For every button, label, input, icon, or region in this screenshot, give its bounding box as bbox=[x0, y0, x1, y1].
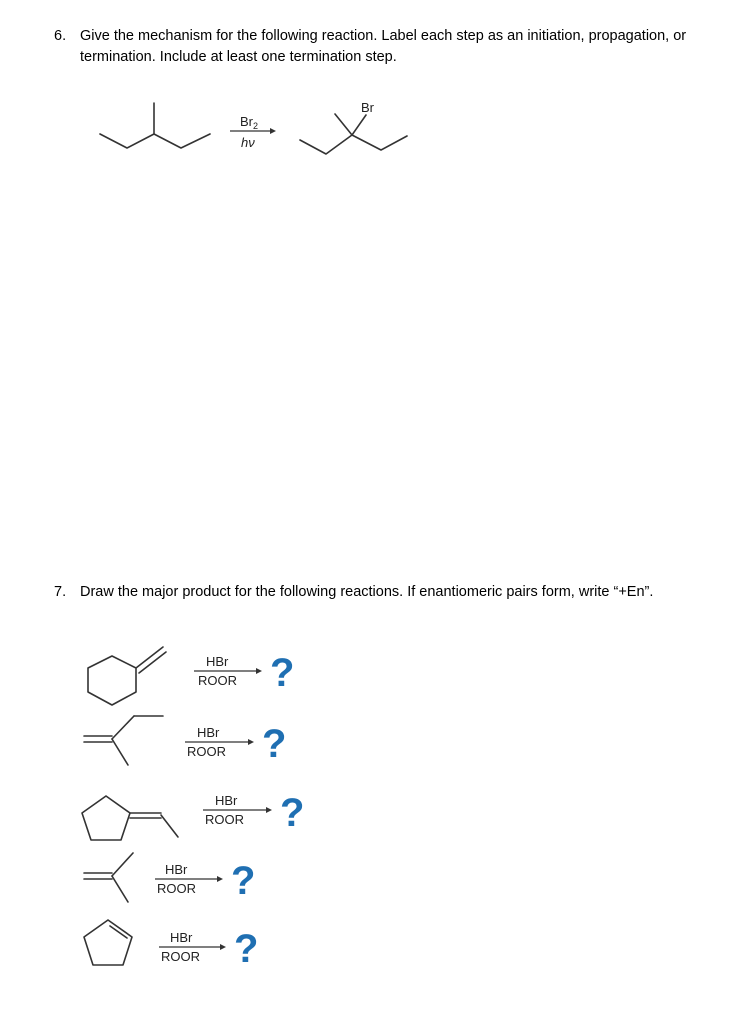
q7-r4-bond-down bbox=[112, 876, 128, 902]
q7-r2-bond-up bbox=[112, 716, 134, 739]
q6-product-skeleton bbox=[300, 135, 407, 154]
q7-text: Draw the major product for the following reactions. If enantiomeric pairs form, write “+En”. bbox=[80, 584, 654, 600]
q7-r3-methyl bbox=[161, 815, 178, 837]
q7-r2-reagent-bottom: ROOR bbox=[187, 744, 226, 759]
q6-reaction bbox=[100, 100, 407, 154]
q6-product-c-br-bond bbox=[352, 115, 366, 135]
q7-r3-cyclopentane bbox=[82, 796, 130, 840]
q7-r1-reagent-bottom: ROOR bbox=[198, 673, 237, 688]
q7-reaction-3 bbox=[82, 791, 304, 840]
q7-reaction-5 bbox=[84, 920, 258, 971]
q6-text-line1: Give the mechanism for the following reaction. Label each step as an initiation, propagation, or bbox=[80, 28, 687, 44]
q7-r2-reagent-top: HBr bbox=[197, 725, 220, 740]
q7-r4-reagent-bottom: ROOR bbox=[157, 881, 196, 896]
q7-r5-question-mark: ? bbox=[234, 927, 259, 971]
q7-r5-arrow-head bbox=[220, 944, 226, 950]
q7-r3-arrow-head bbox=[266, 807, 272, 813]
q7-number: 7. bbox=[54, 584, 67, 600]
q7-r4-question-mark: ? bbox=[231, 859, 256, 903]
q7-r3-reagent-top: HBr bbox=[215, 793, 238, 808]
q6-product-br: Br bbox=[361, 100, 374, 115]
q7-r3-reagent-bottom: ROOR bbox=[205, 812, 244, 827]
q6-reagent-top: $Br_2$ bbox=[240, 114, 259, 131]
q6-product-methyl bbox=[335, 114, 352, 135]
q7-r4-arrow-head bbox=[217, 876, 223, 882]
q7-r2-arrow-head bbox=[248, 739, 254, 745]
q6-reagent-bottom: hν bbox=[241, 135, 255, 150]
q7-r5-reagent-bottom: ROOR bbox=[161, 949, 200, 964]
q6-number: 6. bbox=[54, 28, 67, 44]
q6-text-line2: termination. Include at least one termination step. bbox=[80, 49, 397, 65]
q6-arrow-head bbox=[270, 128, 276, 134]
q7-r1-cyclohexane bbox=[88, 656, 136, 705]
q7-r4-bond-up bbox=[112, 853, 133, 876]
q7-reaction-4 bbox=[84, 853, 255, 903]
q7-r5-cyclopentene bbox=[84, 920, 132, 965]
q7-r1-arrow-head bbox=[256, 668, 262, 674]
q7-r4-reagent-top: HBr bbox=[165, 862, 188, 877]
q7-reaction-2 bbox=[84, 716, 286, 766]
q7-r1-question-mark: ? bbox=[270, 651, 295, 695]
q7-r2-question-mark: ? bbox=[262, 722, 287, 766]
q7-reaction-1 bbox=[88, 647, 294, 705]
q6-reactant-skeleton bbox=[100, 134, 210, 148]
q7-r1-reagent-top: HBr bbox=[206, 654, 229, 669]
q7-r5-reagent-top: HBr bbox=[170, 930, 193, 945]
q7-r2-bond-down bbox=[112, 739, 128, 765]
q7-r3-question-mark: ? bbox=[280, 791, 305, 835]
